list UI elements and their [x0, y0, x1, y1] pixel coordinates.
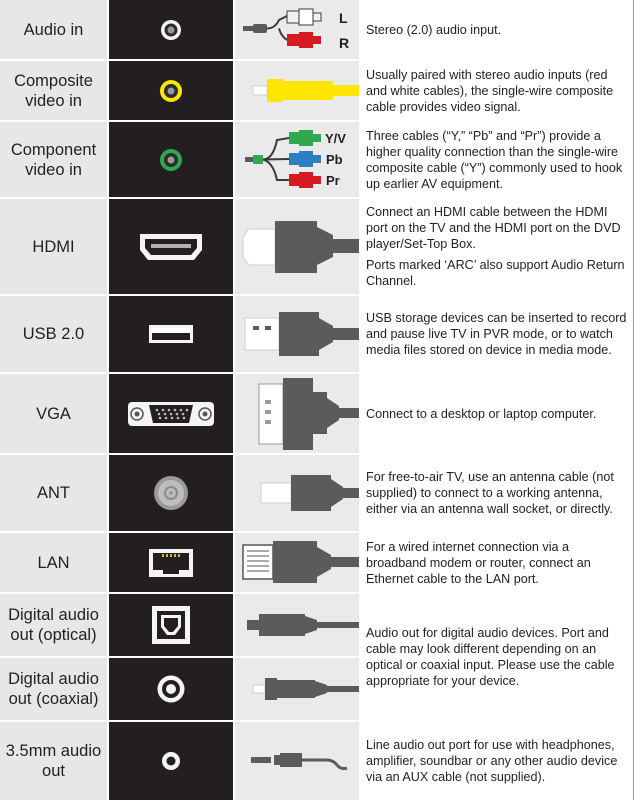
coaxial-cable-icon	[235, 658, 359, 720]
port-audio-in	[109, 0, 233, 59]
cable-vga	[235, 374, 359, 453]
usb-cable-icon	[235, 296, 359, 372]
vga-cable-icon	[235, 374, 359, 453]
coaxial-jack-icon	[156, 674, 186, 704]
port-35mm	[109, 722, 233, 800]
row-name-hdmi: HDMI	[0, 199, 107, 294]
desc-text: Stereo (2.0) audio input.	[366, 22, 502, 37]
row-name-coaxial: Digital audio out (coaxial)	[0, 658, 107, 720]
row-desc-component	[361, 122, 634, 197]
component-jack-icon	[158, 147, 184, 173]
port-composite	[109, 61, 233, 120]
port-hdmi	[109, 199, 233, 294]
port-coaxial	[109, 658, 233, 720]
hdmi-port-icon	[138, 232, 204, 262]
row-name-usb: USB 2.0	[0, 296, 107, 372]
row-desc-vga	[361, 374, 634, 453]
port-component	[109, 122, 233, 197]
cable-usb	[235, 296, 359, 372]
row-name-vga: VGA	[0, 374, 107, 453]
desc-text: Usually paired with stereo audio inputs (red and white cables), the single-wire composite cable provides video signal.	[366, 67, 614, 114]
desc-text: Connect to a desktop or laptop computer.	[366, 406, 597, 421]
port-optical	[109, 594, 233, 656]
cable-coaxial	[235, 658, 359, 720]
hdmi-cable-icon	[235, 199, 359, 294]
lan-port-icon	[148, 548, 194, 578]
row-desc-lan	[361, 533, 634, 592]
ethernet-cable-icon	[235, 533, 359, 592]
optical-cable-icon	[235, 594, 359, 656]
row-desc-usb	[361, 296, 634, 372]
port-usb	[109, 296, 233, 372]
port-vga	[109, 374, 233, 453]
desc-text: USB storage devices can be inserted to record and pause live TV in PVR mode, or to watch media files stored on device in media mode.	[366, 311, 627, 357]
usb-port-icon	[148, 324, 194, 344]
desc-text-arc: Ports marked ‘ARC’ also support Audio Return Channel.	[366, 258, 625, 288]
antenna-port-icon	[153, 475, 189, 511]
cable-label-y: Y/V	[325, 131, 346, 146]
cable-label-r: R	[339, 35, 350, 51]
aux-cable-icon	[235, 722, 359, 800]
cable-label-pb: Pb	[326, 152, 343, 167]
row-name-35mm: 3.5mm audio out	[0, 722, 107, 800]
cable-lan	[235, 533, 359, 592]
row-name-component: Component video in	[0, 122, 107, 197]
row-desc-ant	[361, 455, 634, 531]
cable-label-pr: Pr	[326, 173, 340, 188]
row-desc-composite	[361, 61, 634, 120]
row-name-lan: LAN	[0, 533, 107, 592]
rca-yellow-cable-icon	[235, 61, 359, 120]
row-desc-digital-audio	[361, 594, 634, 720]
desc-text: Audio out for digital audio devices. Port and cable may look different depending on an optical or coaxial input. Please use the cable appropriate for your device.	[366, 626, 615, 688]
composite-jack-icon	[158, 78, 184, 104]
row-desc-35mm	[361, 722, 634, 800]
antenna-cable-icon	[235, 455, 359, 531]
cable-rca-stereo	[235, 0, 359, 59]
cable-ant	[235, 455, 359, 531]
cable-hdmi	[235, 199, 359, 294]
headphone-jack-icon	[161, 751, 181, 771]
rca-stereo-cable-icon	[235, 0, 359, 59]
row-desc-audio-in	[361, 0, 634, 59]
port-ant	[109, 455, 233, 531]
row-desc-hdmi	[361, 199, 634, 294]
row-name-optical: Digital audio out (optical)	[0, 594, 107, 656]
audio-jack-icon	[159, 18, 183, 42]
desc-text: Connect an HDMI cable between the HDMI port on the TV and the HDMI port on the DVD player/Set-Top Box.	[366, 205, 621, 251]
cable-35mm	[235, 722, 359, 800]
desc-text: For a wired internet connection via a broadband modem or router, connect an Ethernet cable to the LAN port.	[366, 539, 591, 586]
cable-composite	[235, 61, 359, 120]
vga-port-icon	[127, 399, 215, 429]
desc-text: For free-to-air TV, use an antenna cable (not supplied) to connect to a working antenna, either via an antenna wall socket, or directly.	[366, 470, 614, 516]
component-cable-icon	[235, 122, 359, 197]
port-lan	[109, 533, 233, 592]
cable-label-l: L	[339, 10, 348, 26]
desc-text: Line audio out port for use with headphones, amplifier, soundbar or any other audio device via an AUX cable (not supplied).	[366, 738, 618, 784]
row-name-composite: Composite video in	[0, 61, 107, 120]
row-name-ant: ANT	[0, 455, 107, 531]
desc-text: Three cables (“Y,” “Pb” and “Pr”) provide a higher quality connection than the single-wire composite cable (“Y”) commonly used to hook up earlier AV equipment.	[366, 128, 623, 191]
row-name-audio-in: Audio in	[0, 0, 107, 59]
cable-component	[235, 122, 359, 197]
optical-port-icon	[151, 605, 191, 645]
cable-optical	[235, 594, 359, 656]
